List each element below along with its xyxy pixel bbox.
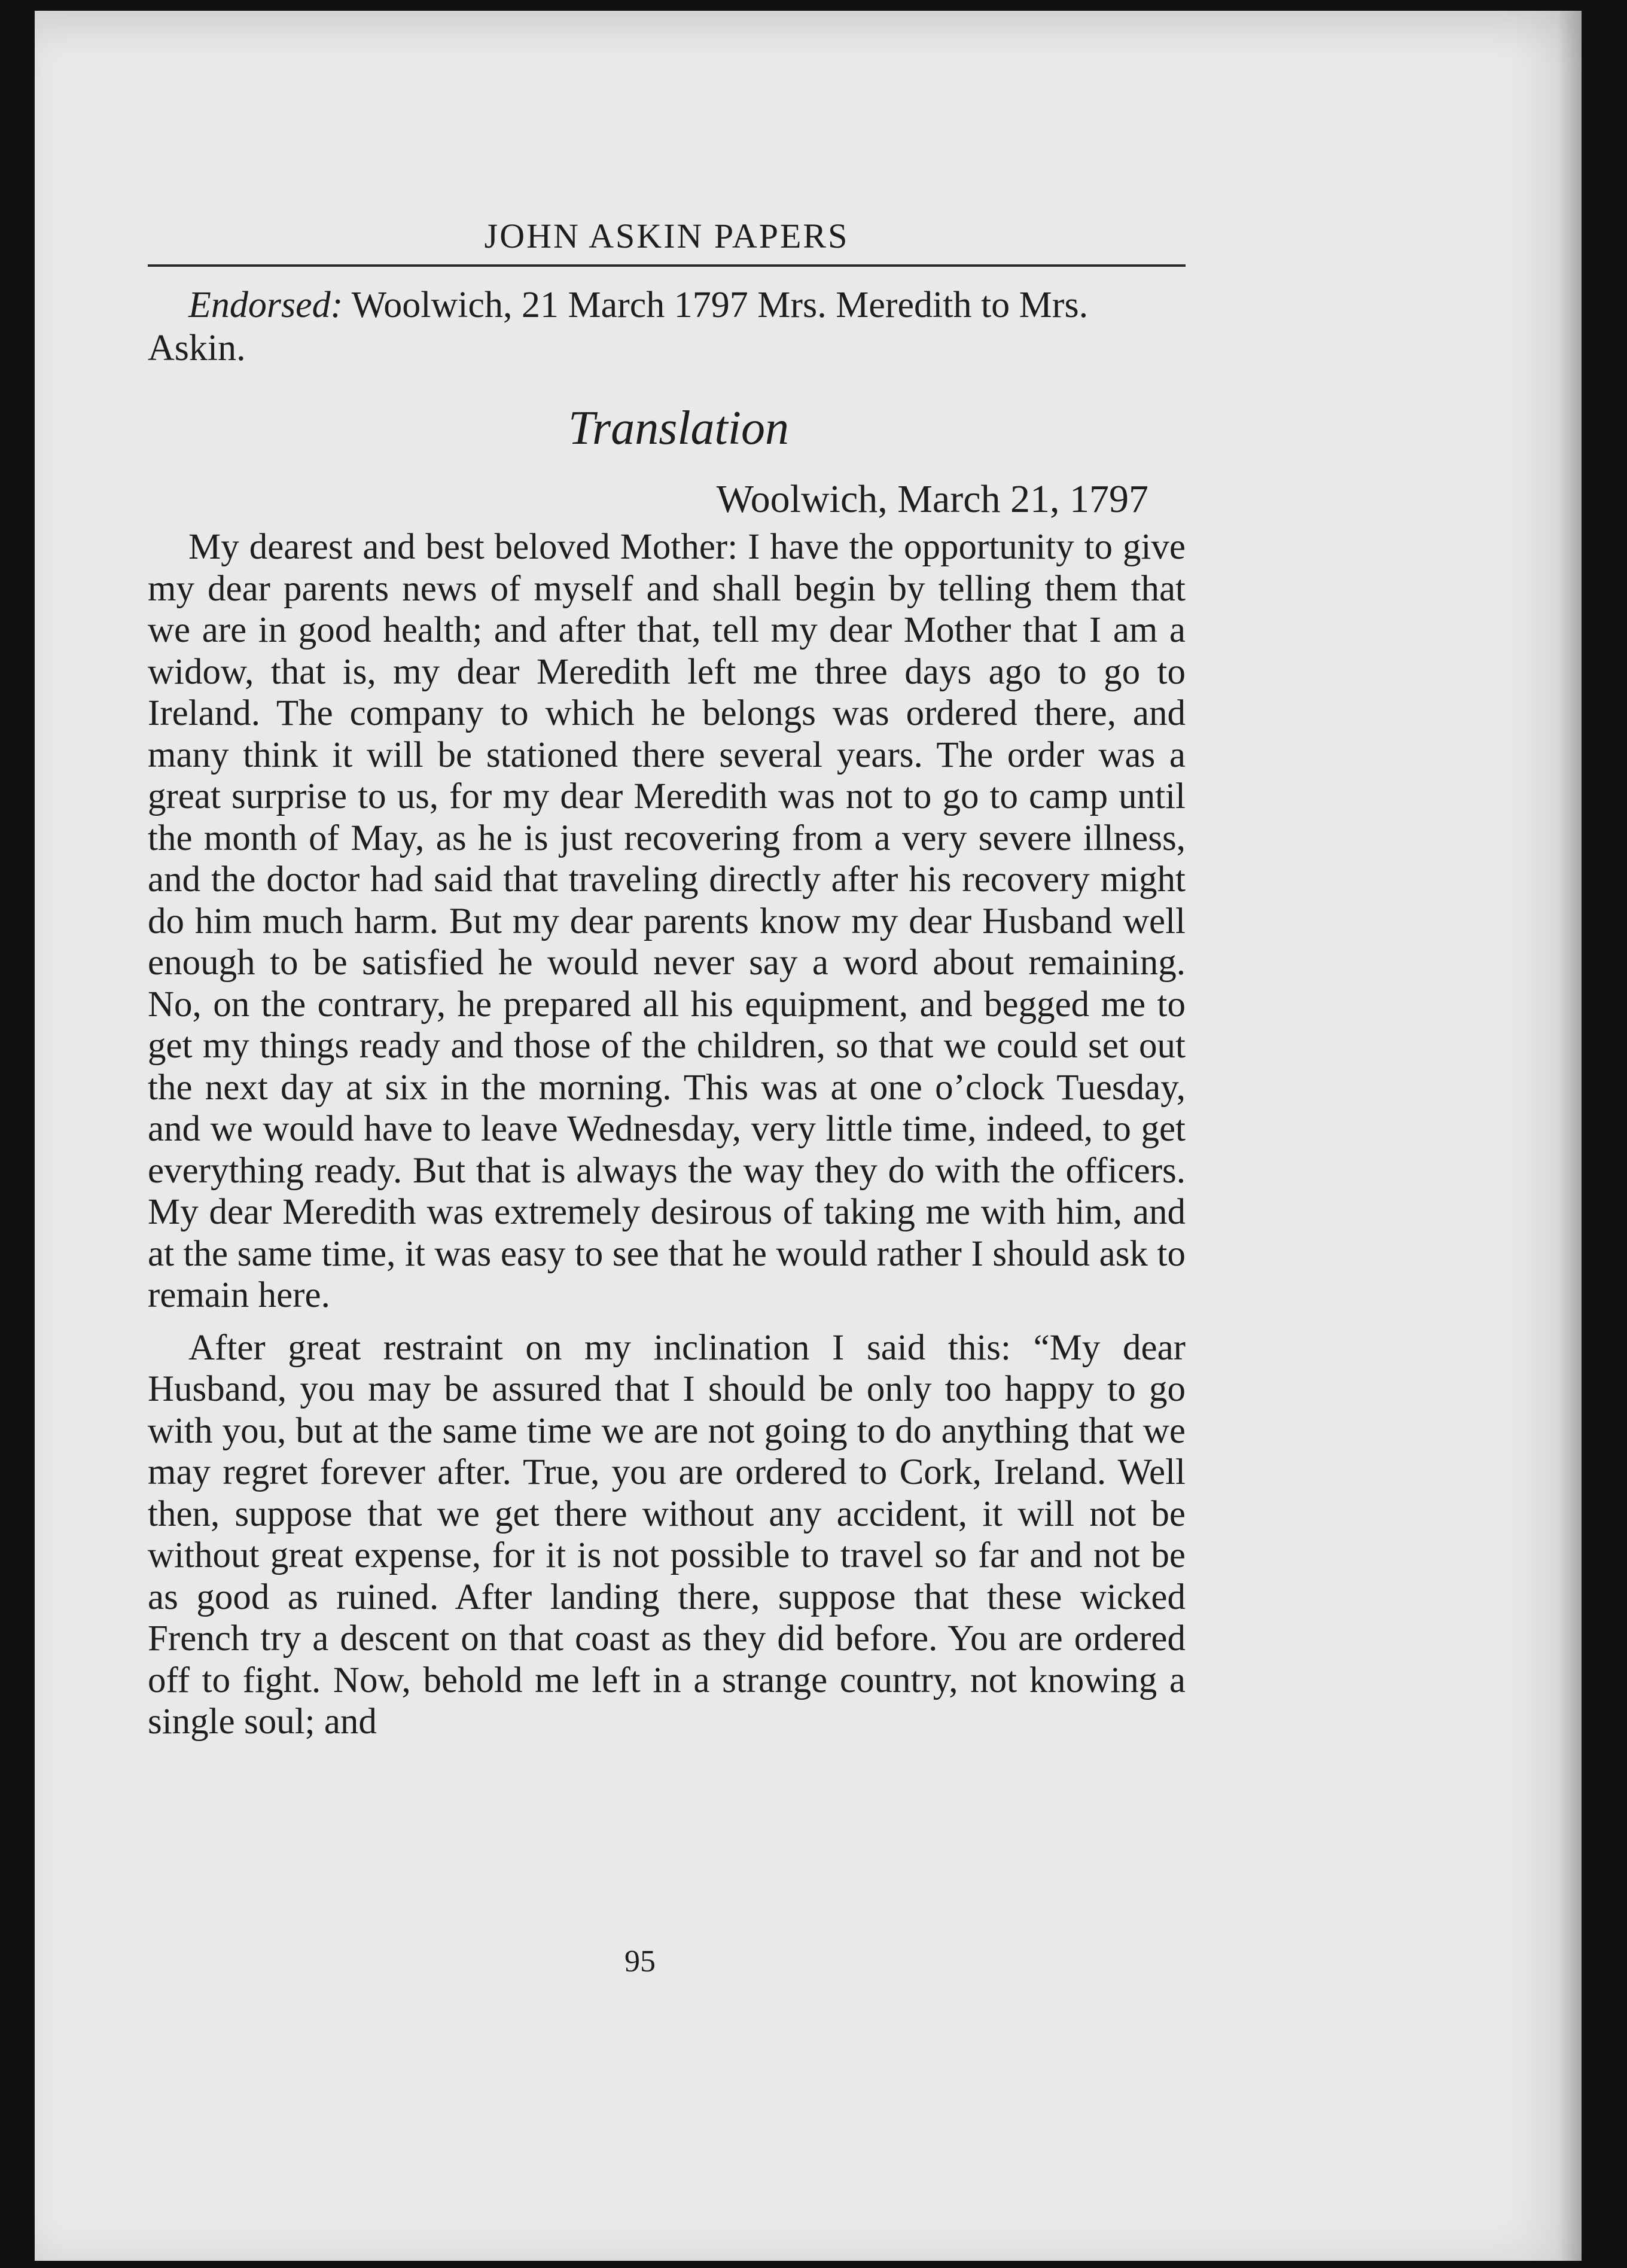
page-content (148, 215, 1186, 1743)
body-paragraph: My dearest and best beloved Mother: I have the opportunity to give my dear parents news of myself and shall begin by telling them that we are in good health; and after that, tell my dear Mother that I am a widow, that is, my dear Meredith left me three days ago to go to Ireland. The company to which he belongs was ordered there, and many think it will be stationed there several years. The order was a great surprise to us, for my dear Meredith was not to go to camp until the month of May, as he is just recovering from a very severe illness, and the doctor had said that traveling directly after his recovery might do him much harm. But my dear parents know my dear Husband well enough to be satisfied he would never say a word about remaining. No, on the contrary, he prepared all his equipment, and begged me to get my things ready and those of the children, so that we could set out the next day at six in the morning. This was at one o’clock Tuesday, and we would have to leave Wednesday, very little time, indeed, to get everything ready. But that is always the way they do with the officers. My dear Meredith was extremely desirous of taking me with him, and at the same time, it was easy to see that he would rather I should ask to remain here. (148, 527, 1186, 1315)
endorsement-label: Endorsed: (188, 285, 343, 325)
page-number: 95 (624, 1944, 656, 1979)
section-heading: Translation (568, 402, 790, 455)
running-head: JOHN ASKIN PAPERS (484, 217, 849, 255)
endorsement-text: Woolwich, 21 March 1797 Mrs. Meredith to Mrs. Askin. (148, 285, 1089, 368)
header-rule (148, 264, 1186, 267)
page-edge-shadow (1558, 11, 1582, 2261)
endorsement (148, 284, 1186, 370)
body-paragraph: After great restraint on my inclination I said this: “My dear Husband, you may be assured that I should be only too happy to go with you, but at the same time we are not going to do anything that we may regret forever after. True, you are ordered to Cork, Ireland. Well then, suppose that we get there without any accident, it will not be without great expense, for it is not possible to travel so far and not be as good as ruined. After landing there, suppose that these wicked French try a descent on that coast as they did before. You are ordered off to fight. Now, behold me left in a strange country, not knowing a single soul; and (148, 1327, 1186, 1742)
letter-dateline: Woolwich, March 21, 1797 (716, 477, 1148, 521)
